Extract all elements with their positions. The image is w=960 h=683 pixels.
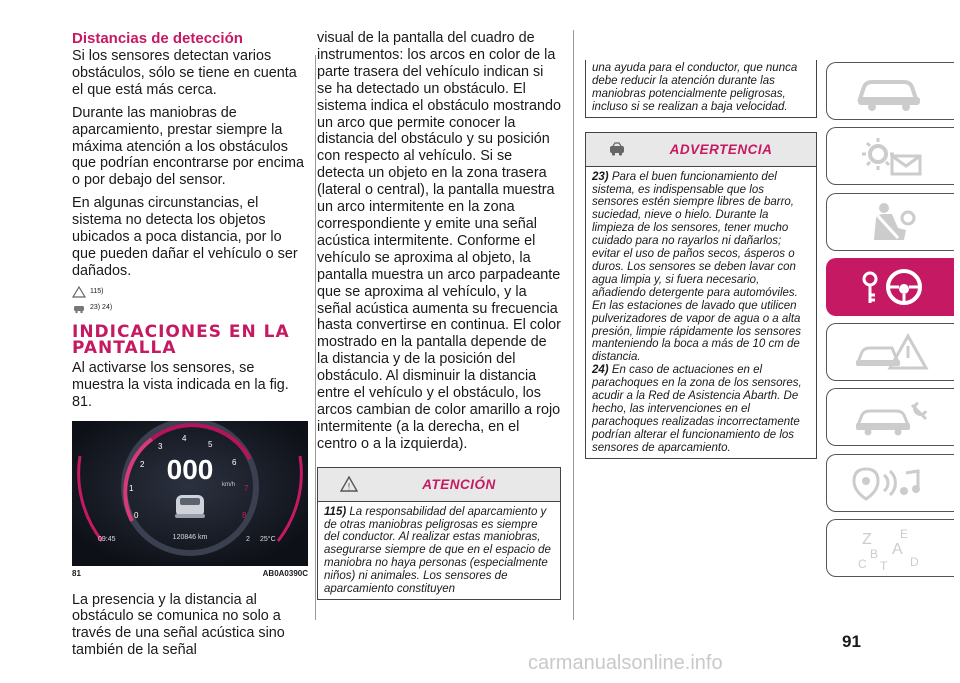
index-letter: B — [869, 547, 878, 562]
paragraph: La presencia y la distancia al obstáculo se comunica no solo a través de una señal acústica sino también de la señal — [72, 591, 285, 659]
dial-number: 8 — [242, 510, 247, 520]
reference-attention — [72, 286, 308, 298]
reference-numbers: 23) 24) — [90, 304, 113, 312]
index-letter: D — [909, 555, 919, 570]
car-warning-icon — [608, 140, 626, 158]
index-letter: E — [899, 527, 908, 542]
warning-box — [585, 132, 817, 459]
dial-number: 1 — [129, 483, 134, 493]
reference-number: 115) — [90, 288, 104, 296]
odometer: 120846 km — [172, 533, 208, 541]
subheading-detection-distances: Distancias de detección — [72, 30, 243, 47]
warning-body — [586, 167, 816, 458]
paragraph: visual de la pantalla del cuadro de instrumentos: los arcos en color de la parte trasera del vehículo indican si se ha detectado un obstáculo. El sistema indica el obstáculo mostrando un arco que permite conocer la distancia del obstáculo y su posición con respecto al vehículo. Si se detecta un objeto en la zona trasera (lateral o central), la pantalla muestra un arco intermitente en la zona correspondiente y emite una señal acústica intermitente. Conforme el vehículo se aproxima al objeto, la pantalla muestra un arco parpadeante que se aproxima al vehículo, y la señal acústica aumenta su frecuencia hasta convertirse en continua. El color mostrado en la pantalla depende de la distancia y de la posición del obstáculo. Al disminuir la distancia entre el vehículo y el obstáculo, los arcos cambian de color amarillo a rojo intermitente (a la derecha, en el centro o a la izquierda). — [317, 30, 561, 452]
emergency-icon — [848, 330, 934, 374]
warning-number: 24) — [592, 364, 609, 377]
dial-number: 4 — [182, 433, 187, 443]
tab-car[interactable] — [826, 62, 954, 120]
paragraph: En algunas circunstancias, el sistema no detecta los objetos ubicados a poca distancia, por lo que pueden dañar el vehículo o ser dañados. — [72, 195, 298, 279]
figure-caption — [72, 569, 308, 578]
column-2 — [317, 30, 561, 600]
warning-title: ADVERTENCIA — [669, 141, 773, 157]
index-letter: Z — [861, 531, 872, 549]
paragraph: Si los sensores detectan varios obstáculos, sólo se tiene en cuenta el que está más cerca. — [72, 48, 297, 98]
attention-triangle-icon — [72, 286, 86, 298]
dial-number: 0 — [134, 510, 139, 520]
column-divider — [315, 55, 316, 620]
svg-text:!: ! — [347, 481, 351, 492]
column-divider — [573, 30, 574, 620]
attention-continued: una ayuda para el conductor, que nunca debe reducir la atención durante las maniobras potencialmente peligrosas, incluso si se realizan a baja velocidad. — [585, 60, 817, 118]
column-3 — [585, 60, 817, 459]
tab-starting-driving[interactable] — [826, 258, 954, 316]
multimedia-icon — [848, 461, 934, 505]
dial-number: 3 — [158, 441, 163, 451]
paragraph: Durante las maniobras de aparcamiento, prestar siempre la máxima atención a los obstáculos que podrían encontrarse por encima o por debajo del sensor. — [72, 104, 304, 189]
index-letter: T — [879, 559, 887, 571]
gear-indicator: 2 — [246, 535, 250, 543]
attention-box-header — [318, 468, 560, 502]
tab-safety[interactable] — [826, 193, 954, 251]
instrument-cluster-figure — [72, 421, 308, 566]
tab-emergency[interactable] — [826, 323, 954, 381]
dial-number: 7 — [244, 483, 249, 493]
index-letter: C — [857, 557, 867, 571]
tab-multimedia[interactable] — [826, 454, 954, 512]
outside-temp: 25°C — [260, 535, 276, 543]
attention-text: La responsabilidad del aparcamiento y de otras maniobras peligrosas es siempre del conductor. Al realizar estas maniobras, asegurarse siempre de que en el espacio de maniobra no haya personas (especialmente niños) ni animales. Los sensores de aparcamiento constituyen — [324, 505, 551, 596]
paragraph: Al activarse los sensores, se muestra la vista indicada en la fig. 81. — [72, 359, 289, 410]
attention-number: 115) — [324, 505, 347, 518]
page-number: 91 — [842, 632, 861, 651]
speed-unit: km/h — [222, 481, 236, 488]
warning-text: En caso de actuaciones en el parachoques en la zona de los sensores, acudir a la Red de Asistencia Abarth. De hecho, las intervenciones en el parachoques realizadas incorrectamente podrían alterar el funcionamiento de los sensores de aparcamiento. — [592, 364, 802, 454]
index-letter: A — [891, 541, 903, 559]
warning-box-header — [586, 133, 816, 167]
dial-number: 2 — [140, 459, 145, 469]
tab-warning-lights[interactable] — [826, 127, 954, 185]
attention-body — [318, 502, 560, 599]
dial-number: 6 — [232, 457, 237, 467]
attention-triangle-icon — [340, 475, 358, 493]
seat-belt-icon — [848, 200, 934, 244]
car-warning-icon — [72, 302, 86, 314]
figure-code: AB0A0390C — [262, 568, 308, 578]
car-icon — [848, 69, 934, 113]
car-top-icon — [175, 495, 205, 518]
maintenance-icon — [848, 395, 934, 439]
key-steering-icon — [848, 265, 934, 309]
warning-number: 23) — [592, 170, 609, 183]
cluster-display — [72, 421, 308, 566]
clock: 09:45 — [98, 535, 116, 543]
tab-index[interactable] — [826, 519, 954, 577]
column-1 — [72, 30, 308, 665]
warning-text: Para el buen funcionamiento del sistema, es indispensable que los sensores estén siempre libres de barro, suciedad, nieve o hielo. Durante la limpieza de los sensores, tener mucho cuidado para no rayarlos ni dañarlos; evitar el uso de paños secos, ásperos o duros. Los sensores se deben lavar con agua limpia y, si fuera necesario, añadiendo detergente para automóviles. En las estaciones de lavado que utilicen pulverizadores de vapor de agua o a alta presión, limpie rápidamente los sensores manteniendo la boca a más de 10 cm de distancia. — [592, 170, 802, 364]
figure-number: 81 — [72, 568, 81, 578]
chapter-tabs — [826, 62, 958, 584]
dial-number: 5 — [208, 439, 213, 449]
attention-title: ATENCIÓN — [422, 476, 496, 492]
attention-box — [317, 467, 561, 600]
watermark: carmanualsonline.info — [528, 652, 723, 674]
tab-maintenance[interactable] — [826, 388, 954, 446]
reference-warning — [72, 302, 308, 314]
speed-readout: 000 — [166, 453, 214, 485]
section-heading: INDICACIONES EN LA PANTALLA — [72, 321, 290, 358]
warning-lights-icon — [848, 134, 934, 178]
index-icon — [848, 526, 934, 570]
